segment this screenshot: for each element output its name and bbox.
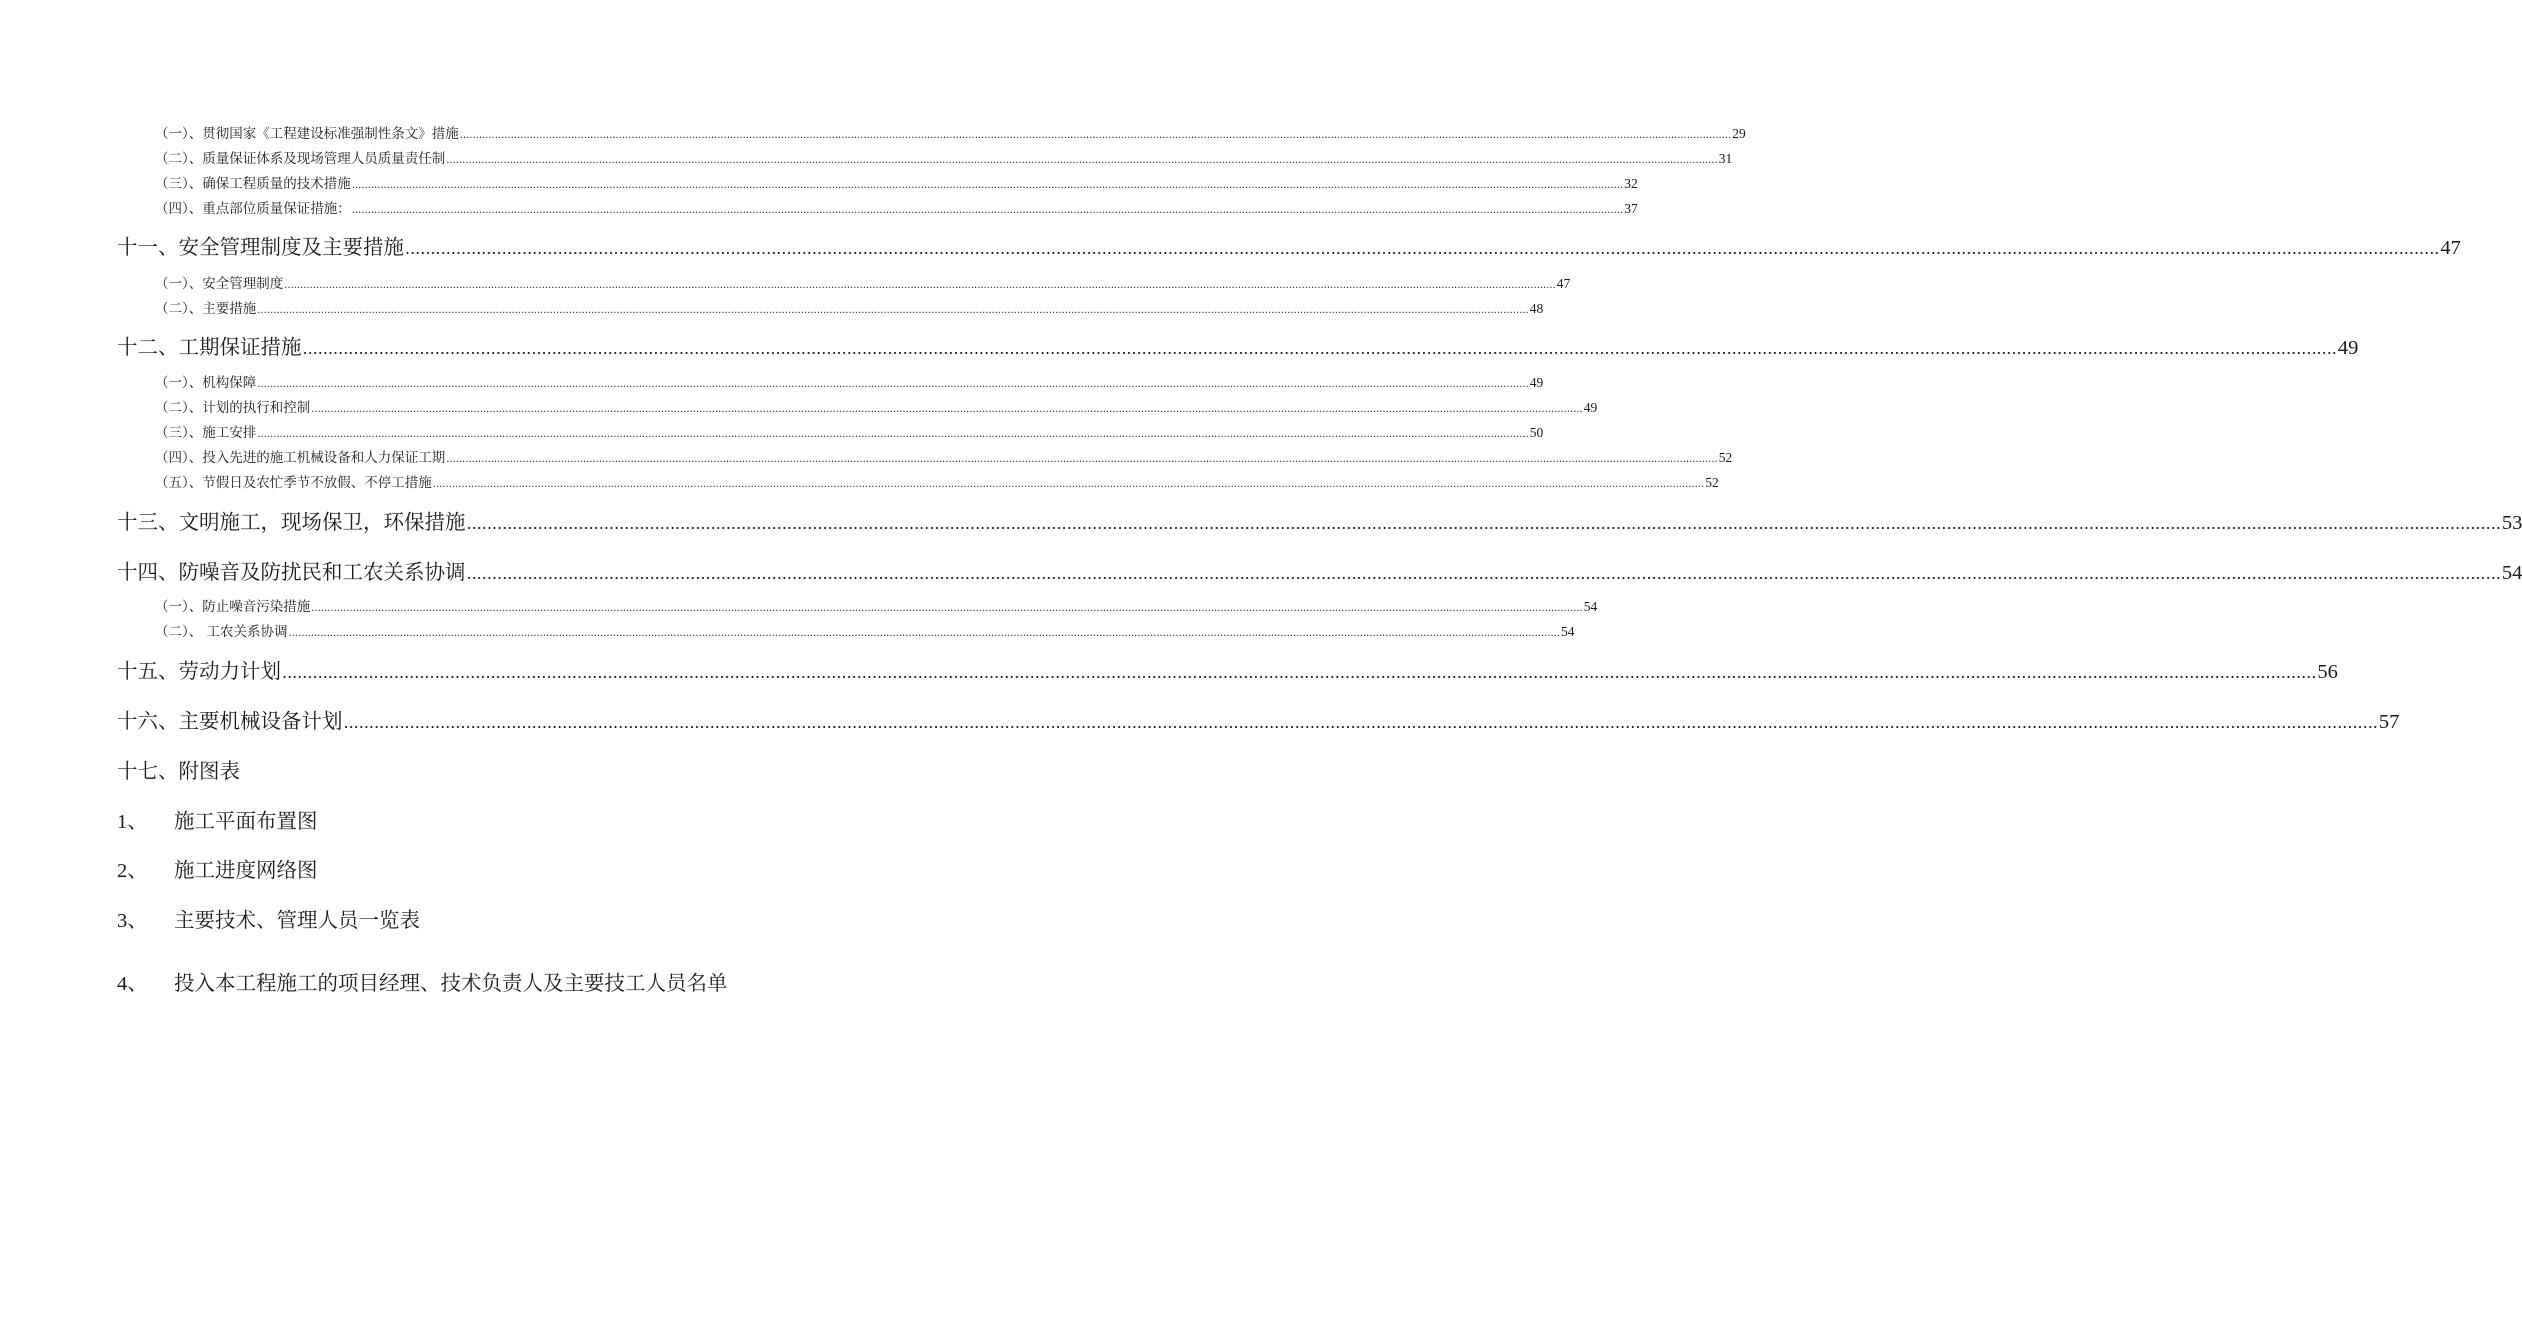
appendix-item	[117, 966, 728, 996]
toc-leader-dots: ................................................................................................................................................................................................................................................................................................................................................................................................................	[282, 663, 2317, 682]
toc-entry[interactable]	[155, 421, 1544, 441]
toc-leader-dots: ................................................................................................................................................................................................................................................................................................................................................................................................................	[405, 239, 2440, 258]
toc-entry[interactable]	[155, 595, 1598, 615]
toc-leader-dots: ................................................................................................................................................................................................................................................................................................................................................................................................................	[257, 305, 1529, 316]
toc-entry-page: 31	[1718, 151, 1733, 166]
toc-chapter-title: 十二、工期保证措施	[117, 335, 302, 359]
toc-leader-dots: ................................................................................................................................................................................................................................................................................................................................................................................................................	[302, 339, 2337, 358]
toc-entry-page: 29	[1732, 126, 1746, 141]
toc-entry[interactable]	[155, 122, 1746, 142]
appendix-heading: 十七、附图表	[117, 759, 240, 783]
toc-leader-dots: ................................................................................................................................................................................................................................................................................................................................................................................................................	[446, 155, 1718, 166]
toc-entry-page: 32	[1624, 176, 1638, 191]
toc-leader-dots: ................................................................................................................................................................................................................................................................................................................................................................................................................	[257, 429, 1529, 440]
toc-entry-title: （四）、重点部位质量保证措施：	[155, 201, 351, 217]
toc-leader-dots: ................................................................................................................................................................................................................................................................................................................................................................................................................	[351, 180, 1624, 191]
toc-chapter-page: 57	[2378, 711, 2400, 733]
toc-leader-dots: ................................................................................................................................................................................................................................................................................................................................................................................................................	[284, 280, 1556, 291]
toc-entry-page: 54	[1561, 624, 1575, 639]
toc-entry-page: 54	[1583, 599, 1598, 614]
toc-entry-title: （一）、机构保障	[155, 375, 257, 391]
appendix-item-text: 投入本工程施工的项目经理、技术负责人及主要技工人员名单	[174, 971, 728, 995]
appendix-item-text: 主要技术、管理人员一览表	[174, 908, 420, 932]
toc-leader-dots: ................................................................................................................................................................................................................................................................................................................................................................................................................	[432, 479, 1705, 490]
toc-leader-dots: ................................................................................................................................................................................................................................................................................................................................................................................................................	[466, 564, 2501, 583]
toc-entry[interactable]	[155, 396, 1598, 416]
toc-entry-title: （一）、安全管理制度	[155, 276, 284, 292]
toc-entry-title: （二）、质量保证体系及现场管理人员质量责任制	[155, 151, 446, 167]
toc-entry[interactable]	[155, 620, 1575, 640]
toc-leader-dots: ................................................................................................................................................................................................................................................................................................................................................................................................................	[288, 628, 1561, 639]
toc-entry[interactable]	[155, 272, 1571, 292]
toc-chapter-title: 十六、主要机械设备计划	[117, 709, 343, 733]
toc-leader-dots: ................................................................................................................................................................................................................................................................................................................................................................................................................	[311, 404, 1583, 415]
toc-chapter-page: 49	[2337, 337, 2359, 359]
toc-entry[interactable]	[155, 471, 1719, 491]
toc-entry-page: 52	[1718, 450, 1733, 465]
toc-entry-page: 50	[1529, 425, 1544, 440]
toc-entry[interactable]	[155, 446, 1733, 466]
toc-chapter[interactable]	[117, 230, 2461, 260]
toc-chapter-title: 十四、防噪音及防扰民和工农关系协调	[117, 560, 466, 584]
toc-chapter[interactable]	[117, 654, 2338, 684]
toc-entry[interactable]	[155, 172, 1638, 192]
toc-chapter[interactable]	[117, 505, 2522, 535]
toc-entry-title: （三）、确保工程质量的技术措施	[155, 176, 351, 192]
appendix-item	[117, 853, 318, 883]
toc-entry-page: 52	[1705, 475, 1719, 490]
toc-chapter-page: 47	[2440, 237, 2461, 259]
toc-entry[interactable]	[155, 197, 1638, 217]
toc-entry-page: 49	[1583, 400, 1598, 415]
toc-chapter-title: 十五、劳动力计划	[117, 659, 281, 683]
toc-chapter-page: 56	[2317, 661, 2338, 683]
toc-leader-dots: ................................................................................................................................................................................................................................................................................................................................................................................................................	[446, 454, 1718, 465]
toc-leader-dots: ................................................................................................................................................................................................................................................................................................................................................................................................................	[459, 130, 1732, 141]
appendix-item	[117, 903, 420, 933]
appendix-item-number: 3、	[117, 910, 148, 932]
appendix-item-number: 1、	[117, 811, 148, 833]
toc-entry[interactable]	[155, 371, 1544, 391]
toc-entry[interactable]	[155, 297, 1544, 317]
toc-entry-title: （三）、施工安排	[155, 425, 257, 441]
toc-entry-title: （四）、投入先进的施工机械设备和人力保证工期	[155, 450, 446, 466]
toc-leader-dots: ................................................................................................................................................................................................................................................................................................................................................................................................................	[466, 514, 2501, 533]
toc-entry-page: 49	[1529, 375, 1544, 390]
toc-entry-title: （一）、防止噪音污染措施	[155, 599, 311, 615]
toc-entry-page: 37	[1624, 201, 1638, 216]
toc-entry-title: （一）、贯彻国家《工程建设标准强制性条文》措施	[155, 126, 459, 142]
appendix-item	[117, 804, 318, 834]
toc-leader-dots: ................................................................................................................................................................................................................................................................................................................................................................................................................	[257, 379, 1529, 390]
toc-leader-dots: ................................................................................................................................................................................................................................................................................................................................................................................................................	[343, 713, 2378, 732]
toc-chapter-title: 十三、文明施工，现场保卫，环保措施	[117, 510, 466, 534]
toc-chapter-title: 十一、安全管理制度及主要措施	[117, 235, 404, 259]
toc-entry-page: 47	[1556, 276, 1571, 291]
toc-entry-title: （五）、节假日及农忙季节不放假、不停工措施	[155, 475, 432, 491]
appendix-item-number: 2、	[117, 860, 148, 882]
toc-entry-page: 48	[1529, 301, 1544, 316]
appendix-item-text: 施工平面布置图	[174, 809, 318, 833]
toc-leader-dots: ................................................................................................................................................................................................................................................................................................................................................................................................................	[351, 205, 1624, 216]
toc-entry-title: （二）、主要措施	[155, 301, 257, 317]
toc-chapter-page: 53	[2501, 512, 2522, 534]
toc-leader-dots: ................................................................................................................................................................................................................................................................................................................................................................................................................	[311, 603, 1583, 614]
toc-chapter[interactable]	[117, 704, 2400, 734]
toc-entry[interactable]	[155, 147, 1733, 167]
toc-entry-title: （二）、计划的执行和控制	[155, 400, 311, 416]
appendix-item-number: 4、	[117, 973, 148, 995]
toc-chapter[interactable]	[117, 330, 2359, 360]
toc-chapter[interactable]	[117, 555, 2522, 585]
toc-chapter-page: 54	[2501, 562, 2522, 584]
toc-entry-title: （二）、 工农关系协调	[155, 624, 288, 640]
appendix-item-text: 施工进度网络图	[174, 858, 318, 882]
